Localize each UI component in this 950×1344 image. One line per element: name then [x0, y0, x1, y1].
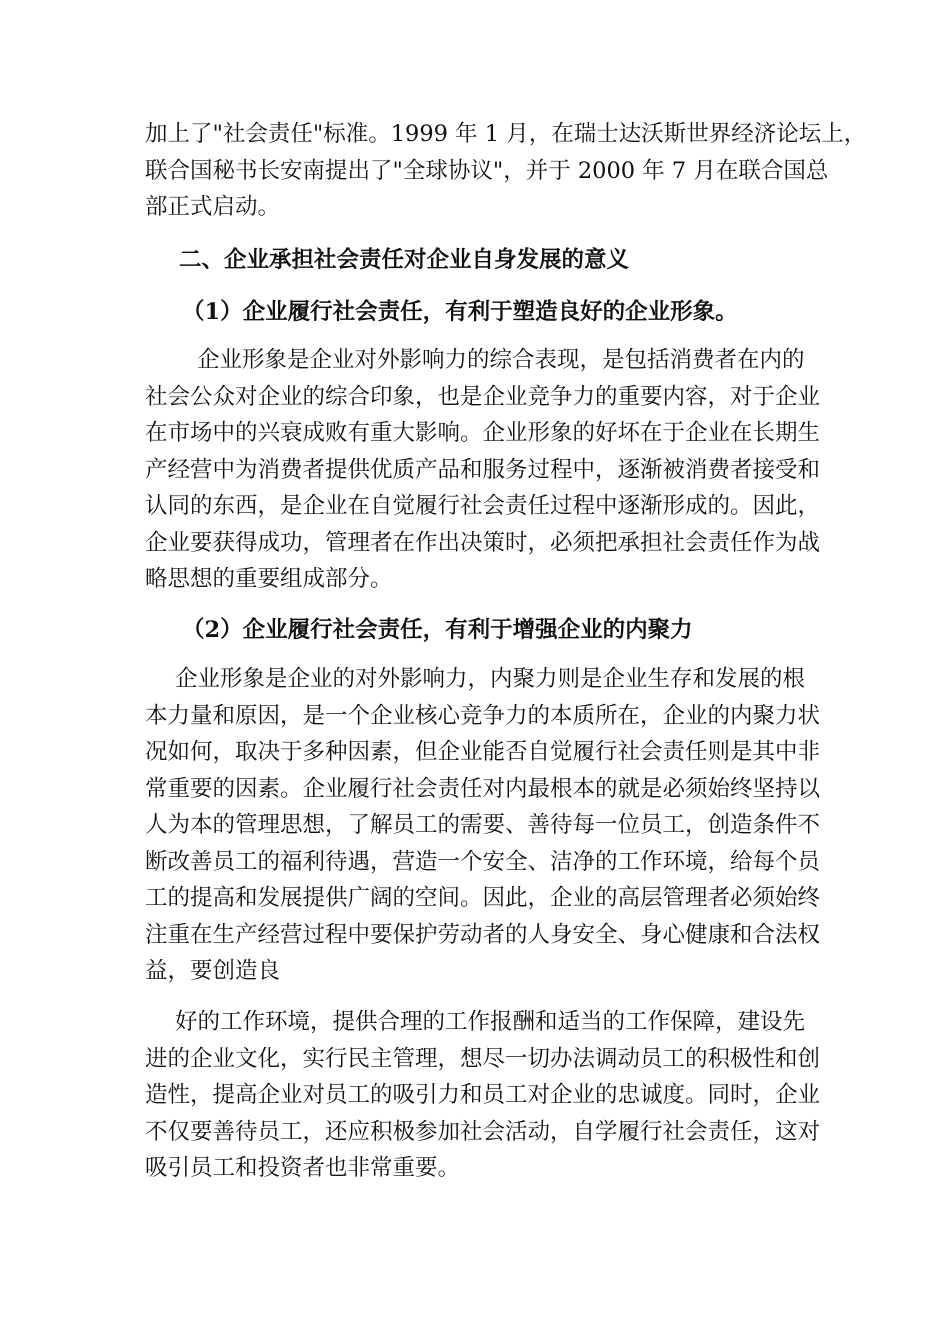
section-heading: 二、企业承担社会责任对企业自身发展的意义	[179, 247, 630, 273]
text-line: 产经营中为消费者提供优质产品和服务过程中，逐渐被消费者接受和	[145, 456, 821, 483]
text-line: 本力量和原因，是一个企业核心竞争力的本质所在，企业的内聚力状	[145, 702, 821, 729]
text-line: 好的工作环境，提供合理的工作报酬和适当的工作保障，建设先	[175, 1009, 806, 1035]
text-line: 造性，提高企业对员工的吸引力和员工对企业的忠诚度。同时，企业	[145, 1082, 821, 1108]
text-line: 进的企业文化，实行民主管理，想尽一切办法调动员工的积极性和创	[145, 1045, 821, 1072]
subheading-corporate-image: （1）企业履行社会责任，有利于塑造良好的企业形象。	[182, 299, 738, 325]
text-line: 部正式启动。	[145, 194, 281, 220]
text-line: 企业形象是企业对外影响力的综合表现，是包括消费者在内的	[197, 347, 805, 373]
text-line: 断改善员工的福利待遇，营造一个安全、洁净的工作环境，给每个员	[145, 848, 821, 875]
text-line: 在市场中的兴衰成败有重大影响。企业形象的好坏在于企业在长期生	[145, 420, 821, 446]
text-line: 认同的东西，是企业在自觉履行社会责任过程中逐渐形成的。因此，	[145, 493, 821, 519]
text-line: 不仅要善待员工，还应积极参加社会活动，自学履行社会责任，这对	[145, 1118, 821, 1145]
text-line: 联合国秘书长安南提出了"全球协议"，并于 2000 年 7 月在联合国总	[145, 157, 829, 184]
text-line: 企业形象是企业的对外影响力，内聚力则是企业生存和发展的根	[175, 666, 806, 692]
paragraph-corporate-image	[145, 342, 820, 598]
text-line: 注重在生产经营过程中要保护劳动者的人身安全、身心健康和合法权	[145, 921, 821, 948]
text-line: 吸引员工和投资者也非常重要。	[145, 1155, 461, 1181]
text-line: 加上了"社会责任"标准。1999 年 1 月，在瑞士达沃斯世界经济论坛上，	[145, 121, 867, 147]
text-line: 社会公众对企业的综合印象，也是企业竞争力的重要内容，对于企业	[145, 383, 821, 410]
paragraph-cohesion	[145, 661, 820, 990]
text-line: 企业要获得成功，管理者在作出决策时，必须把承担社会责任作为战	[145, 529, 821, 556]
subheading-cohesion: （2）企业履行社会责任，有利于增强企业的内聚力	[182, 617, 693, 643]
text-line: 略思想的重要组成部分。	[145, 566, 393, 592]
paragraph-work-environment	[145, 1004, 820, 1187]
text-line: 工的提高和发展提供广阔的空间。因此，企业的高层管理者必须始终	[145, 885, 821, 911]
text-line: 况如何，取决于多种因素，但企业能否自觉履行社会责任则是其中非	[145, 739, 821, 765]
paragraph-history	[145, 116, 866, 226]
text-line: 常重要的因素。企业履行社会责任对内最根本的就是必须始终坚持以	[145, 775, 821, 802]
text-line: 益，要创造良	[145, 958, 281, 984]
text-line: 人为本的管理思想，了解员工的需要、善待每一位员工，创造条件不	[145, 812, 821, 838]
